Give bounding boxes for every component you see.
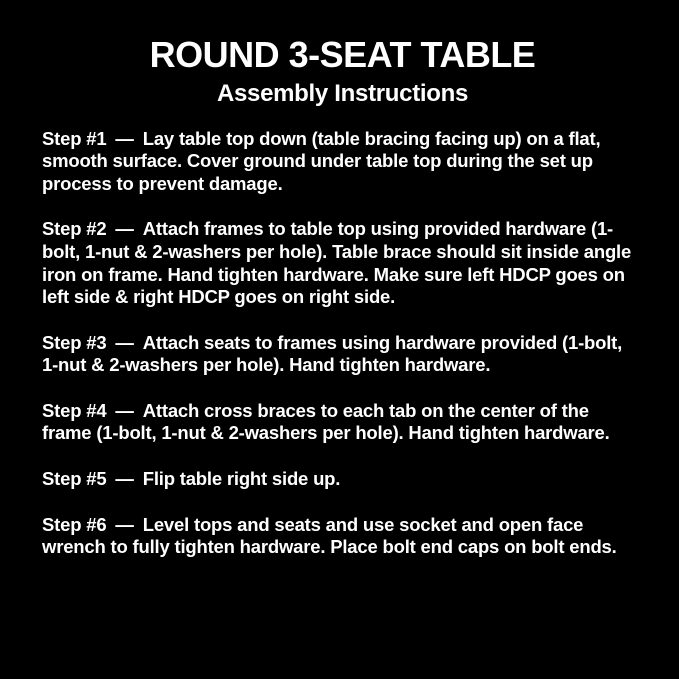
header [42,36,643,108]
step-2 [42,218,643,308]
step-2-dash: — [115,218,134,240]
step-3 [42,332,643,377]
step-1-text: Lay table top down (table bracing facing up) on a flat, smooth surface. Cover ground under table top during the set up process to prevent damage. [42,127,601,194]
step-4 [42,400,643,445]
step-3-dash: — [115,331,134,353]
page-subtitle: Assembly Instructions [216,79,469,107]
step-5-text: Flip table right side up. [142,467,341,489]
step-2-text: Attach frames to table top using provided hardware (1-bolt, 1-nut & 2-washers per hole). Table brace should sit inside angle iron on frame. Hand tighten hardware. Make sure left HDCP goes on left side & right HDCP goes on right side. [42,218,632,308]
step-4-text: Attach cross braces to each tab on the center of the frame (1-bolt, 1-nut & 2-washers per hole). Hand tighten hardware. [42,399,610,444]
step-2-label: Step #2 [42,218,107,240]
step-3-label: Step #3 [42,331,107,353]
step-4-label: Step #4 [42,399,107,421]
step-5-dash: — [115,467,134,489]
step-1 [42,128,643,196]
step-3-text: Attach seats to frames using hardware provided (1-bolt, 1-nut & 2-washers per hole). Hand tighten hardware. [42,331,623,376]
step-1-dash: — [115,127,134,149]
steps-list [42,128,643,559]
step-6-label: Step #6 [42,513,107,535]
step-6-text: Level tops and seats and use socket and open face wrench to fully tighten hardware. Place bolt end caps on bolt ends. [42,513,617,558]
step-6-dash: — [115,513,134,535]
step-5-label: Step #5 [42,467,107,489]
step-1-label: Step #1 [42,127,107,149]
page-title: ROUND 3-SEAT TABLE [149,34,536,75]
step-6 [42,514,643,559]
step-5 [42,468,643,491]
step-4-dash: — [115,399,134,421]
